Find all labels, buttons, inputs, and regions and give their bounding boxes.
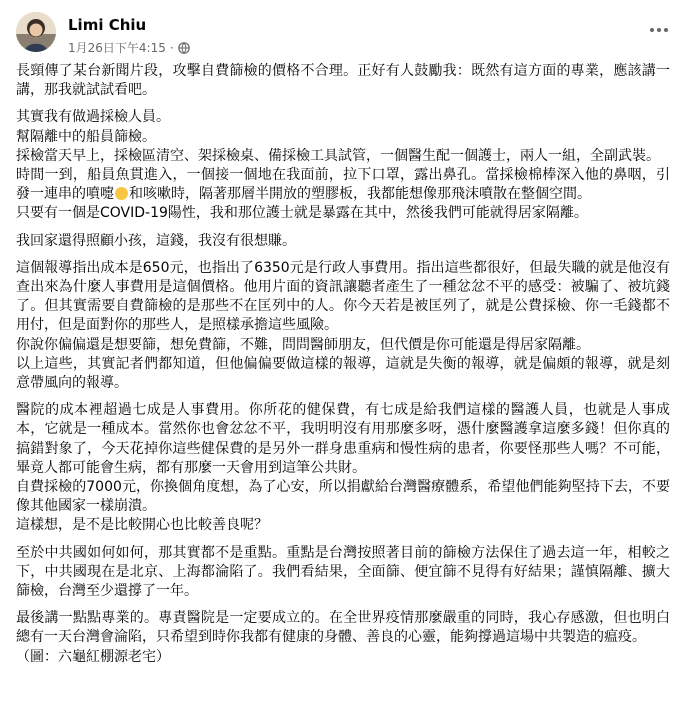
author-name[interactable]: Limi Chiu bbox=[68, 16, 147, 34]
post-line: 長頸傳了某台新聞片段，攻擊自費篩檢的價格不合理。正好有人鼓勵我：既然有這方面的專業，應該講一講，那我就試試看吧。 bbox=[16, 63, 670, 99]
post-line: 你說你偏偏還是想要篩，想免費篩，不難，問問醫師朋友，但代價是你可能還是得居家隔離。 bbox=[16, 336, 590, 353]
post-line: 醫院的成本裡超過七成是人事費用。你所花的健保費，有七成是給我們這樣的醫護人員，也就是人事成本，它就是一種成本。當然你也會忿忿不平，我明明沒有用那麼多呀，憑什麼醫護拿這麼多錢！但你真的搞錯對象了，今天花掉你這些健保費的是另外一群身患重病和慢性病的患者，你要怪那些人嗎？不可能，畢竟人都可能會生病，都有那麼一天會用到這筆公共財。 bbox=[16, 402, 670, 476]
paragraph-5 bbox=[16, 401, 670, 535]
post-line: 自費採檢的7000元，你換個角度想，為了心安，所以捐獻給台灣醫療體系，希望他們能夠堅持下去，不要像其他國家一樣崩潰。 bbox=[16, 479, 670, 515]
post-line: 我回家還得照顧小孩，這錢，我沒有很想賺。 bbox=[16, 232, 296, 249]
post-line: 這個報導指出成本是650元，也指出了6350元是行政人事費用。指出這些都很好，但最失職的就是他沒有查出來為什麼人事費用是這個價格。他用片面的資訊讓聽者產生了一種忿忿不平的感受：被騙了、被坑錢了。但其實需要自費篩檢的是那些不在匡列中的人。你今天若是被匡列了，就是公費採檢、你一毛錢都不用付，但是面對你的那些人，是照樣承擔這些風險。 bbox=[16, 259, 670, 334]
paragraph-1 bbox=[16, 62, 670, 100]
image-caption: （圖：六龜紅棚源老宅） bbox=[16, 648, 170, 665]
post-line: 只要有一個是COVID-19陽性，我和那位護士就是暴露在其中，然後我們可能就得居家隔離。 bbox=[16, 205, 588, 222]
paragraph-2 bbox=[16, 108, 670, 223]
paragraph-6 bbox=[16, 544, 670, 602]
separator-dot: · bbox=[169, 40, 174, 55]
author-avatar[interactable] bbox=[16, 12, 56, 52]
post-line bbox=[16, 166, 670, 204]
post-line: 至於中共國如何如何，那其實都不是重點。重點是台灣按照著目前的篩檢方法保住了過去這一年，相較之下，中共國現在是北京、上海都淪陷了。我們看結果，全面篩、便宜篩不見得有好結果；謹慎隔離、擴大篩檢，台灣至少還撐了一年。 bbox=[16, 544, 670, 600]
more-options-icon[interactable] bbox=[646, 20, 672, 40]
post-line: 採檢當天早上，採檢區清空、架採檢桌、備採檢工具試管，一個醫生配一個護士，兩人一組，全副武裝。 bbox=[16, 147, 660, 164]
post-line: 這樣想，是不是比較開心也比較善良呢？ bbox=[16, 517, 268, 534]
post-text: 和咳嗽時，隔著那層半開放的塑膠板，我都能想像那飛沫噴散在整個空間。 bbox=[129, 186, 591, 203]
post-line: 最後講一點點專業的。專責醫院是一定要成立的。在全世界疫情那麼嚴重的同時，我心存感激，但也明白總有一天台灣會淪陷，只希望到時你我都有健康的身體、善良的心靈，能夠撐過這場中共製造的瘟疫。 bbox=[16, 610, 670, 646]
post-meta bbox=[68, 39, 190, 56]
globe-icon[interactable] bbox=[178, 42, 190, 54]
post-header bbox=[16, 10, 672, 58]
post-line: 以上這些，其實記者們都知道，但他偏偏要做這樣的報導，這就是失衡的報導，就是偏頗的報導，就是刻意帶風向的報導。 bbox=[16, 355, 670, 392]
paragraph-3 bbox=[16, 232, 670, 251]
post-timestamp[interactable]: 1月26日下午4:15 bbox=[68, 41, 166, 55]
sneezing-face-emoji bbox=[115, 187, 128, 200]
paragraph-7 bbox=[16, 609, 670, 667]
post-line: 幫隔離中的船員篩檢。 bbox=[16, 128, 156, 145]
post-body bbox=[16, 62, 670, 675]
post-line: 其實我有做過採檢人員。 bbox=[16, 109, 170, 126]
post-text: 時間一到，船員魚貫進入，一個接一個地在我面前，拉下口罩，露出鼻孔。當採檢棉棒深入他的鼻咽，引發一連串的噴嚏 bbox=[16, 167, 670, 203]
paragraph-4 bbox=[16, 259, 670, 393]
